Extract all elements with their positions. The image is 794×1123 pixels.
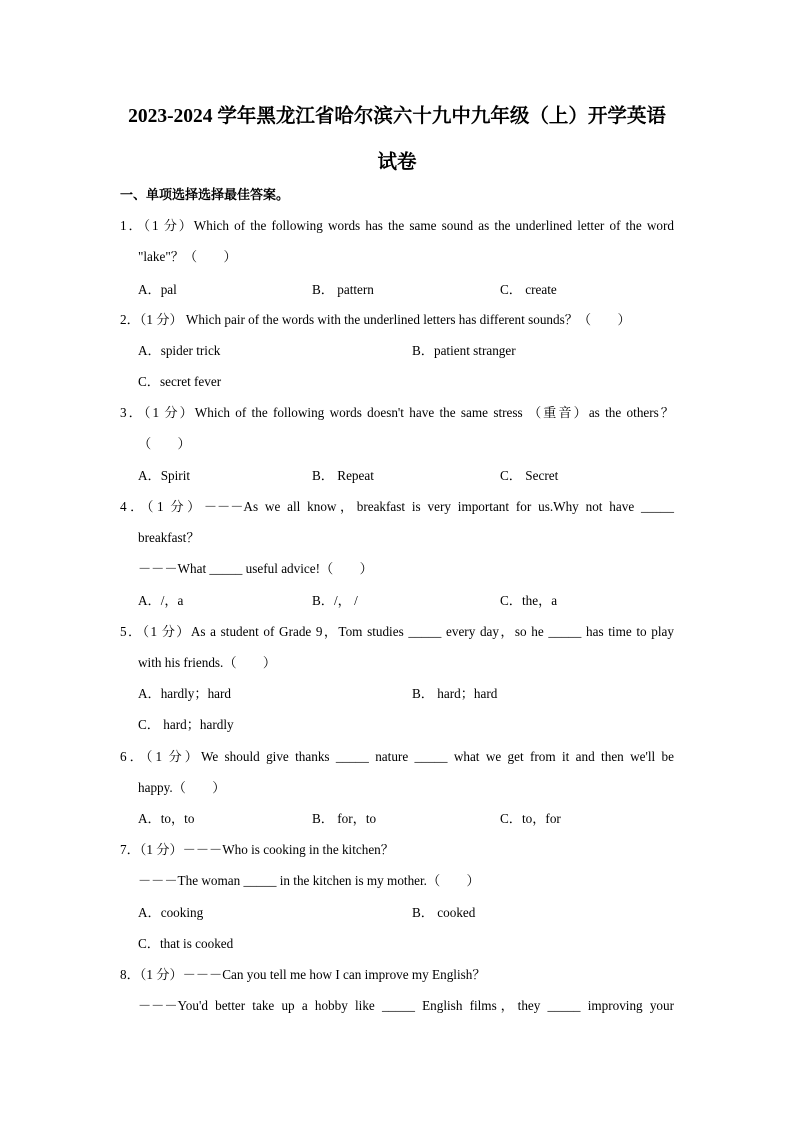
question-3-option-a: A．Spirit	[138, 468, 191, 483]
question-4-option-c: C．the，a	[500, 593, 558, 608]
question-7-option-a: A．cooking	[138, 905, 204, 920]
question-1-option-b: B． pattern	[312, 282, 374, 297]
question-5-option-b: B． hard；hard	[412, 686, 498, 701]
question-8-line-2: －－－You'd better take up a hobby like _____ English films，they _____ improving your	[138, 998, 674, 1013]
question-3-line-1: 3．（1 分）Which of the following words doesn't have the same stress （重音）as the others？	[120, 405, 674, 420]
question-5-option-c: C． hard；hardly	[138, 717, 234, 732]
question-6-line-2: happy.（ ）	[138, 780, 226, 795]
question-3-line-2: （ ）	[138, 436, 191, 451]
section-heading: 一、单项选择选择最佳答案。	[120, 187, 290, 202]
question-7-line-2: －－－The woman _____ in the kitchen is my mother.（ ）	[138, 873, 480, 888]
question-5-line-1: 5．（1 分）As a student of Grade 9，Tom studies _____ every day，so he _____ has time to play	[120, 624, 674, 639]
question-4-option-b: B．/， /	[312, 593, 358, 608]
exam-title-line2: 试卷	[377, 152, 417, 173]
question-3-option-c: C． Secret	[500, 468, 559, 483]
question-2-option-c: C．secret fever	[138, 374, 222, 389]
exam-title	[100, 94, 694, 186]
question-4-line-1: 4．（1 分）－－－As we all know，breakfast is very important for us.Why not have _____	[120, 499, 674, 514]
question-1-line-2: "lake"？（ ）	[138, 249, 237, 264]
question-3-option-b: B． Repeat	[312, 468, 374, 483]
question-6-line-1: 6．（1 分）We should give thanks _____ nature _____ what we get from it and then we'll be	[120, 749, 674, 764]
question-4-option-a: A．/，a	[138, 593, 184, 608]
question-5-option-a: A．hardly；hard	[138, 686, 232, 701]
question-6-option-b: B． for，to	[312, 811, 377, 826]
question-5-line-2: with his friends.（ ）	[138, 655, 277, 670]
question-2-option-a: A．spider trick	[138, 343, 221, 358]
question-6-option-c: C．to，for	[500, 811, 561, 826]
question-1-option-c: C． create	[500, 282, 557, 297]
exam-title-line1: 2023-2024 学年黑龙江省哈尔滨六十九中九年级（上）开学英语	[128, 106, 666, 127]
question-4-line-3: －－－What _____ useful advice!（ ）	[138, 561, 373, 576]
question-6-option-a: A．to，to	[138, 811, 195, 826]
question-8-line-1: 8．（1 分）－－－Can you tell me how I can improve my English？	[120, 967, 486, 982]
question-2-option-b: B．patient stranger	[412, 343, 516, 358]
question-1-option-a: A．pal	[138, 282, 177, 297]
question-1-line-1: 1．（1 分）Which of the following words has the same sound as the underlined letter of the word	[120, 218, 674, 233]
question-2-line-1: 2．（1 分） Which pair of the words with the underlined letters has different sounds？（ ）	[120, 312, 631, 327]
question-7-line-1: 7．（1 分）－－－Who is cooking in the kitchen？	[120, 842, 394, 857]
question-7-option-b: B． cooked	[412, 905, 476, 920]
question-4-line-2: breakfast？	[138, 530, 200, 545]
question-7-option-c: C．that is cooked	[138, 936, 234, 951]
